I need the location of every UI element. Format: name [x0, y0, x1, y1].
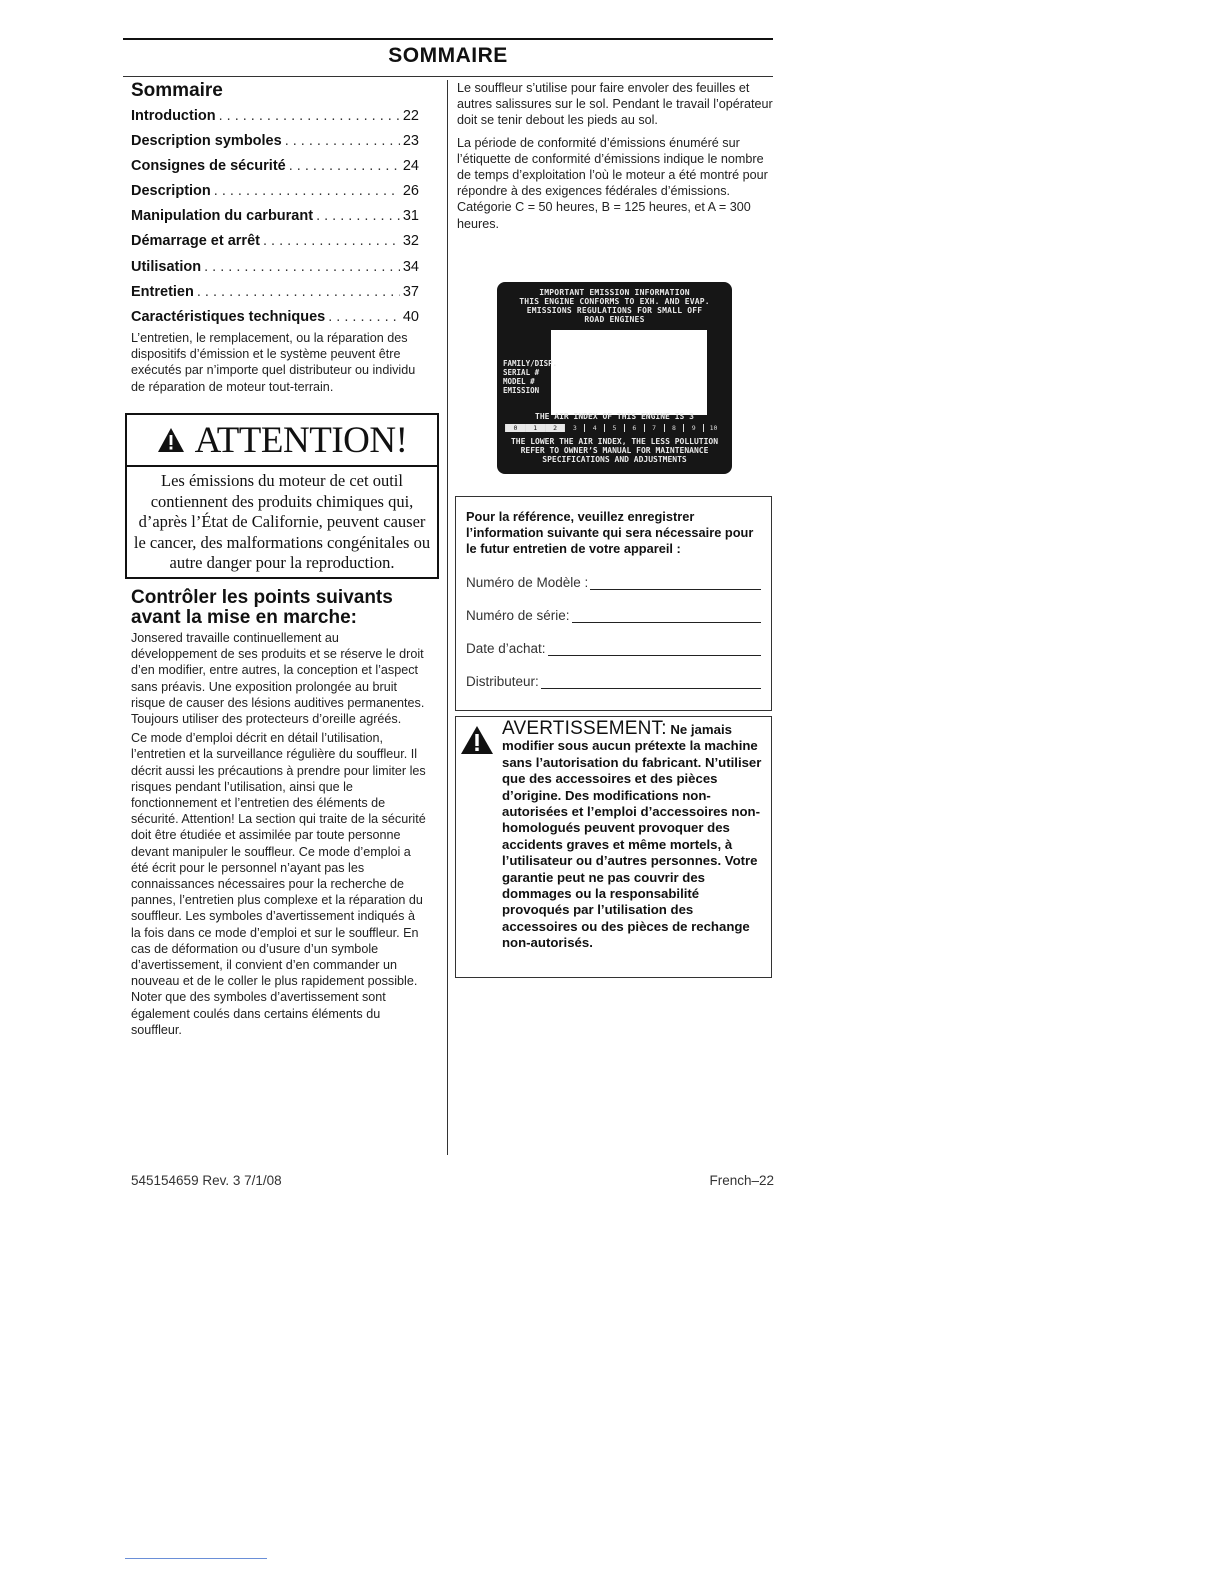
bottom-link-underline — [125, 1558, 267, 1559]
toc-label: Consignes de sécurité — [131, 158, 286, 175]
section-heading: Contrôler les points suivants avant la mise en marche: — [131, 587, 393, 628]
label-line: SPECIFICATIONS AND ADJUSTMENTS — [542, 455, 687, 464]
toc-label: Utilisation — [131, 258, 202, 275]
toc-row[interactable] — [131, 158, 419, 183]
label-field: SERIAL # — [503, 368, 540, 377]
scale-tick: 10 — [703, 424, 723, 432]
toc-row[interactable] — [131, 233, 419, 258]
toc-page: 22 — [402, 108, 419, 124]
intro-text — [131, 630, 426, 1041]
label-fields — [503, 359, 557, 395]
toc-leader — [285, 133, 400, 149]
write-in-line — [548, 643, 761, 656]
field-label: Numéro de série: — [466, 608, 570, 623]
toc-label: Description symboles — [131, 133, 282, 150]
toc-page: 37 — [402, 283, 419, 300]
label-field: MODEL # — [503, 377, 535, 386]
page-number: French–22 — [709, 1173, 774, 1188]
write-in-line — [541, 676, 761, 689]
toc-row[interactable] — [131, 133, 419, 158]
scale-tick: 7 — [644, 424, 664, 432]
scale-tick: 2 — [545, 424, 565, 432]
write-in-line — [572, 610, 761, 623]
field-label: Numéro de Modèle : — [466, 575, 589, 590]
warning-triangle-icon — [460, 725, 494, 755]
write-in-line — [590, 577, 761, 590]
emission-label-header — [497, 288, 732, 324]
label-line: THE LOWER THE AIR INDEX, THE LESS POLLUTION — [510, 437, 719, 446]
toc-leader — [316, 208, 400, 224]
field-label: Distributeur: — [466, 674, 539, 689]
document-number: 545154659 Rev. 3 7/1/08 — [131, 1173, 282, 1188]
air-index-scale — [505, 424, 723, 432]
scale-tick: 8 — [664, 424, 684, 432]
toc-row[interactable] — [131, 183, 419, 208]
scale-tick: 4 — [584, 424, 604, 432]
toc-page: 24 — [402, 158, 419, 175]
toc-leader — [263, 233, 400, 249]
toc-row[interactable] — [131, 108, 419, 133]
paragraph: Le souffleur s’utilise pour faire envoler des feuilles et autres salissures sur le sol. Pendant le travail l’opérateur doit se tenir debout les pieds au sol. — [457, 81, 773, 128]
paragraph: Jonsered travaille continuellement au développement de ses produits et se réserve le droit d’en modifier, entre autres, la conception et l’aspect sans préavis. Une exposition prolongée au bruit risque de causer des lésions auditives permanentes. Toujours utiliser des protecteurs d’oreille agréés. — [131, 631, 425, 727]
page-title: SOMMAIRE — [388, 44, 508, 67]
attention-body: Les émissions du moteur de cet outil contiennent des produits chimiques qui, d’après l’État de Californie, peuvent causer le cancer, des malformations congénitales ou autre danger pour la reproduction. — [133, 471, 431, 573]
field-label: Date d’achat: — [466, 641, 546, 656]
dealer-field — [466, 673, 761, 689]
reference-box — [455, 496, 772, 711]
paragraph: Ce mode d’emploi décrit en détail l’utilisation, l’entretien et la surveillance régulière du souffleur. Il décrit aussi les précautions à prendre pour limiter les risques pendant l’utilisation, ainsi que le fonctionnement et l’entretien des éléments de sécurité. Attention! La section qui traite de la sécurité doit être étudiée et assimilée par toute personne devant manipuler le souffleur. Ce mode d’emploi a été écrit pour le personnel n’ayant pas les connaissances nécessaires pour la recherche de pannes, l’entretien plus complexe et la réparation du souffleur. Les symboles d’avertissement indiqués à la fois dans ce mode d’emploi et sur le souffleur. En cas de déformation ou d’usure d’un symbole d’avertissement, il convient d’en commander un nouveau et de le coller le plus rapidement possible. Noter que des symboles d’avertissement sont également coulés dans certains éléments du souffleur. — [131, 731, 426, 1037]
toc-label: Description — [131, 183, 211, 200]
title-underline — [123, 76, 773, 77]
toc-page: 23 — [402, 133, 419, 150]
paragraph: La période de conformité d’émissions énuméré sur l’étiquette de conformité d’émissions indique le nombre de temps d’exploitation l’où le moteur a été montré pour répondre à des exigences fédérales d’émissions. Catégorie C = 50 heures, B = 125 heures, et A = 300 heures. — [457, 135, 768, 231]
toc-leader — [219, 108, 400, 124]
warning-text — [502, 718, 764, 952]
toc-leader — [204, 259, 400, 275]
air-index-text: THE AIR INDEX OF THIS ENGINE IS 3 — [535, 412, 694, 421]
warning-box — [455, 716, 772, 978]
toc-page: 31 — [402, 208, 419, 225]
right-intro — [457, 80, 775, 238]
label-field: FAMILY/DISP. — [503, 359, 558, 368]
label-line: ROAD ENGINES — [584, 315, 645, 324]
top-rule — [123, 38, 773, 40]
emission-label-image — [497, 282, 732, 474]
label-line: REFER TO OWNER’S MANUAL FOR MAINTENANCE — [520, 446, 709, 455]
serial-number-field — [466, 607, 761, 623]
attention-title: ATTENTION! — [194, 419, 408, 461]
scale-tick: 0 — [505, 424, 525, 432]
purchase-date-field — [466, 640, 761, 656]
emission-service-paragraph: L’entretien, le remplacement, ou la réparation des dispositifs d’émission et le système peuvent être exécutés par n’importe quel distributeur ou individu de réparation de moteur tout-terrain. — [131, 331, 416, 394]
scale-tick: 1 — [525, 424, 545, 432]
toc-row[interactable] — [131, 208, 419, 233]
scale-tick: 9 — [683, 424, 703, 432]
toc-leader — [289, 158, 400, 174]
attention-header — [127, 415, 437, 467]
scale-tick: 6 — [624, 424, 644, 432]
toc-page: 32 — [402, 233, 419, 250]
toc-label: Démarrage et arrêt — [131, 233, 260, 250]
toc-leader — [197, 284, 400, 300]
toc-row[interactable] — [131, 284, 419, 309]
model-number-field — [466, 574, 761, 590]
toc-label: Introduction — [131, 108, 216, 124]
label-line: IMPORTANT EMISSION INFORMATION — [539, 288, 690, 297]
label-blank-window — [551, 330, 707, 415]
scale-tick: 3 — [564, 424, 584, 432]
label-line: THIS ENGINE CONFORMS TO EXH. AND EVAP. — [519, 297, 710, 306]
warning-body: Ne jamais modifier sous aucun prétexte la machine sans l’autorisation du fabricant. N’utiliser que des accessoires et des pièces d’origine. Des modifications non-autorisées et l’emploi d’accessoires non-homologués peuvent provoquer des accidents graves et même mortels, à l’utilisateur ou d’autres personnes. Votre garantie peut ne pas couvrir des dommages ou la responsabilité provoqués par l’utilisation des accessoires ou des pièces de rechange non-autorisés. — [502, 722, 762, 951]
toc-label: Caractéristiques techniques — [131, 308, 326, 325]
toc-page: 26 — [402, 183, 419, 200]
toc-title: Sommaire — [131, 80, 223, 101]
table-of-contents — [131, 108, 419, 334]
scale-tick: 5 — [604, 424, 624, 432]
reference-intro: Pour la référence, veuillez enregistrer l’information suivante qui sera nécessaire pour le futur entretien de votre appareil : — [466, 509, 754, 556]
warning-triangle-icon — [157, 427, 185, 453]
toc-leader — [328, 309, 400, 325]
toc-leader — [214, 183, 400, 199]
toc-label: Manipulation du carburant — [131, 208, 314, 225]
toc-page: 40 — [402, 308, 419, 325]
toc-row[interactable] — [131, 259, 419, 284]
label-footer — [497, 437, 732, 464]
toc-label: Entretien — [131, 283, 194, 300]
toc-page: 34 — [402, 258, 419, 275]
attention-box — [125, 413, 439, 579]
column-divider — [447, 80, 448, 1155]
label-field: EMISSION — [503, 386, 540, 395]
warning-title: AVERTISSEMENT: — [502, 718, 667, 739]
label-line: EMISSIONS REGULATIONS FOR SMALL OFF — [526, 306, 703, 315]
